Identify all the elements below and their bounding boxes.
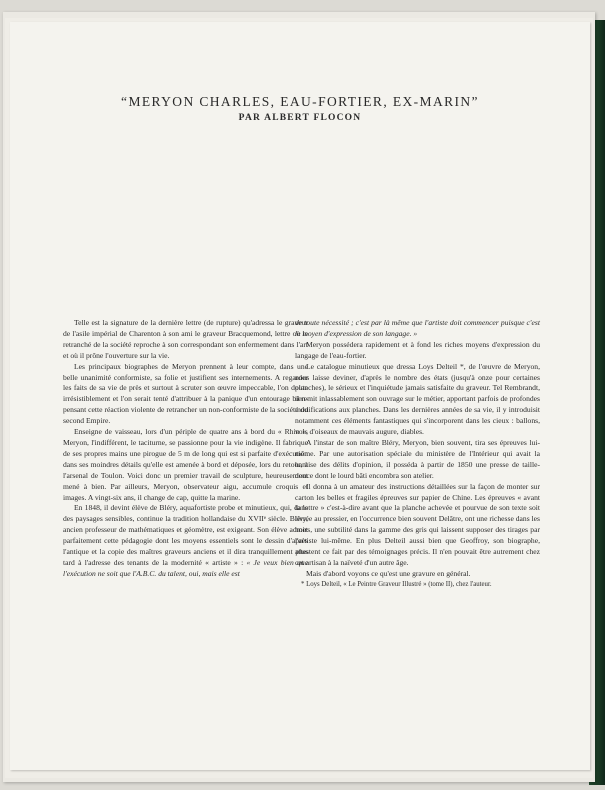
paragraph: Les principaux biographes de Meryon prennent à leur compte, dans une belle unanimité conformiste, sa folie et justifient ses internements. A regarder les faits de sa vie de près et surtout à scruter son œuvre impeccable, l'on doute irrésistiblement et l'on serait tenté d'attribuer à la panique d'un entourage bien-pensant cette réaction violente de retrancher un non-conformiste de la société du second Empire. — [63, 361, 308, 426]
paragraph — [63, 503, 308, 579]
quote-text: de toute nécessité ; c'est par là même que l'artiste doit commencer puisque c'est le moyen d'expression de son langage. » — [295, 318, 540, 338]
paragraph: Meryon possédera rapidement et à fond les riches moyens d'expression du langage de l'eau-fortier. — [295, 339, 540, 360]
paragraph-text: En 1848, il devint élève de Bléry, aquafortiste probe et minutieux, qui, dans des paysages sensibles, continue la tradition hollandaise du XVIIᵉ siècle. Bléry, ancien professeur de mathématiques et géomètre, est exigeant. Son élève admet parfaitement cette pédagogie dont les moyens essentiels sont le dessin d'après l'antique et la copie des maîtres graveurs anciens et il dira tranquillement plus tard à l'adresse des tenants de la modernité « artiste » : — [63, 503, 308, 567]
quote-text: « Je veux bien que l'exécution ne soit que l'A.B.C. du talent, oui, mais elle est — [63, 557, 308, 578]
footnote: * Loys Delteil, « Le Peintre Graveur Illustré » (tome II), chez l'auteur. — [301, 580, 492, 588]
left-column — [63, 318, 308, 580]
article-title: “MERYON CHARLES, EAU-FORTIER, EX-MARIN” — [121, 94, 479, 109]
book-page — [10, 22, 590, 770]
paragraph: Mais d'abord voyons ce qu'est une gravure en général. — [306, 568, 471, 578]
article-author: PAR ALBERT FLOCON — [238, 113, 362, 123]
paragraph — [295, 318, 540, 340]
paragraph: Enseigne de vaisseau, lors d'un périple de quatre ans à bord du « Rhin », Meryon, l'indifférent, le taciturne, se passionne pour la vie indigène. Il fabrique de ses propres mains une pirogue de 5 m de long qui est si parfaite d'exécution dans ses moindres détails qu'elle est amenée à bord et déposée, lors du retour, à l'arsenal de Toulon. Voici donc un premier travail de sculpture, heureusement mené à bien. Par ailleurs, Meryon, observateur aigu, accumule croquis et images. A vingt-six ans, il change de cap, quitte la marine. — [63, 427, 308, 502]
paragraph: Il donna à un amateur des instructions détaillées sur la façon de monter sur carton les belles et fragiles épreuves sur papier de Chine. Les épreuves « avant la lettre » c'est-à-dire avant que la planche achevée et pourvue de son texte soit livrée au pressier, en l'occurrence bien souvent Delâtre, ont une richesse dans les noirs, une subtilité dans la gamme des gris qui laissent supposer des tirages par l'artiste lui-même. En plus Delteil aussi bien que Geoffroy, son biographe, attestent ce fait par des témoignages précis. Il n'en pouvait être autrement chez cet artisan à la naïveté d'un autre âge. — [295, 481, 540, 567]
right-column — [295, 318, 540, 591]
paragraph: A l'instar de son maître Bléry, Meryon, bien souvent, tira ses épreuves lui-même. Par une autorisation spéciale du ministère de l'Intérieur qui avait la hantise des délits d'opinion, il posséda à partir de 1850 une presse de taille-douce dont le lourd bâti encombra son atelier. — [295, 437, 540, 480]
paragraph: Telle est la signature de la dernière lettre (de rupture) qu'adressa le graveur de l'asile impérial de Charenton à son ami le graveur Bracquemond, lettre où le retranché de la société reproche à son correspondant son enfermement dans l'art et où il prône l'ouverture sur la vie. — [63, 318, 308, 360]
paragraph: Le catalogue minutieux que dressa Loys Delteil *, de l'œuvre de Meryon, nous laisse deviner, d'après le nombre des états (jusqu'à onze pour certaines planches), le sérieux et l'inquiétude jamais satisfaite du graveur. Tel Rembrandt, il remit inlassablement son ouvrage sur le métier, apportant parfois de profondes modifications aux planches. Dans les dernières années de sa vie, il y introduisit notamment ces éléments fantastiques qui s'incorporent dans les cieux : ballons, vols d'oiseaux de mauvais augure, diables. — [295, 361, 540, 437]
